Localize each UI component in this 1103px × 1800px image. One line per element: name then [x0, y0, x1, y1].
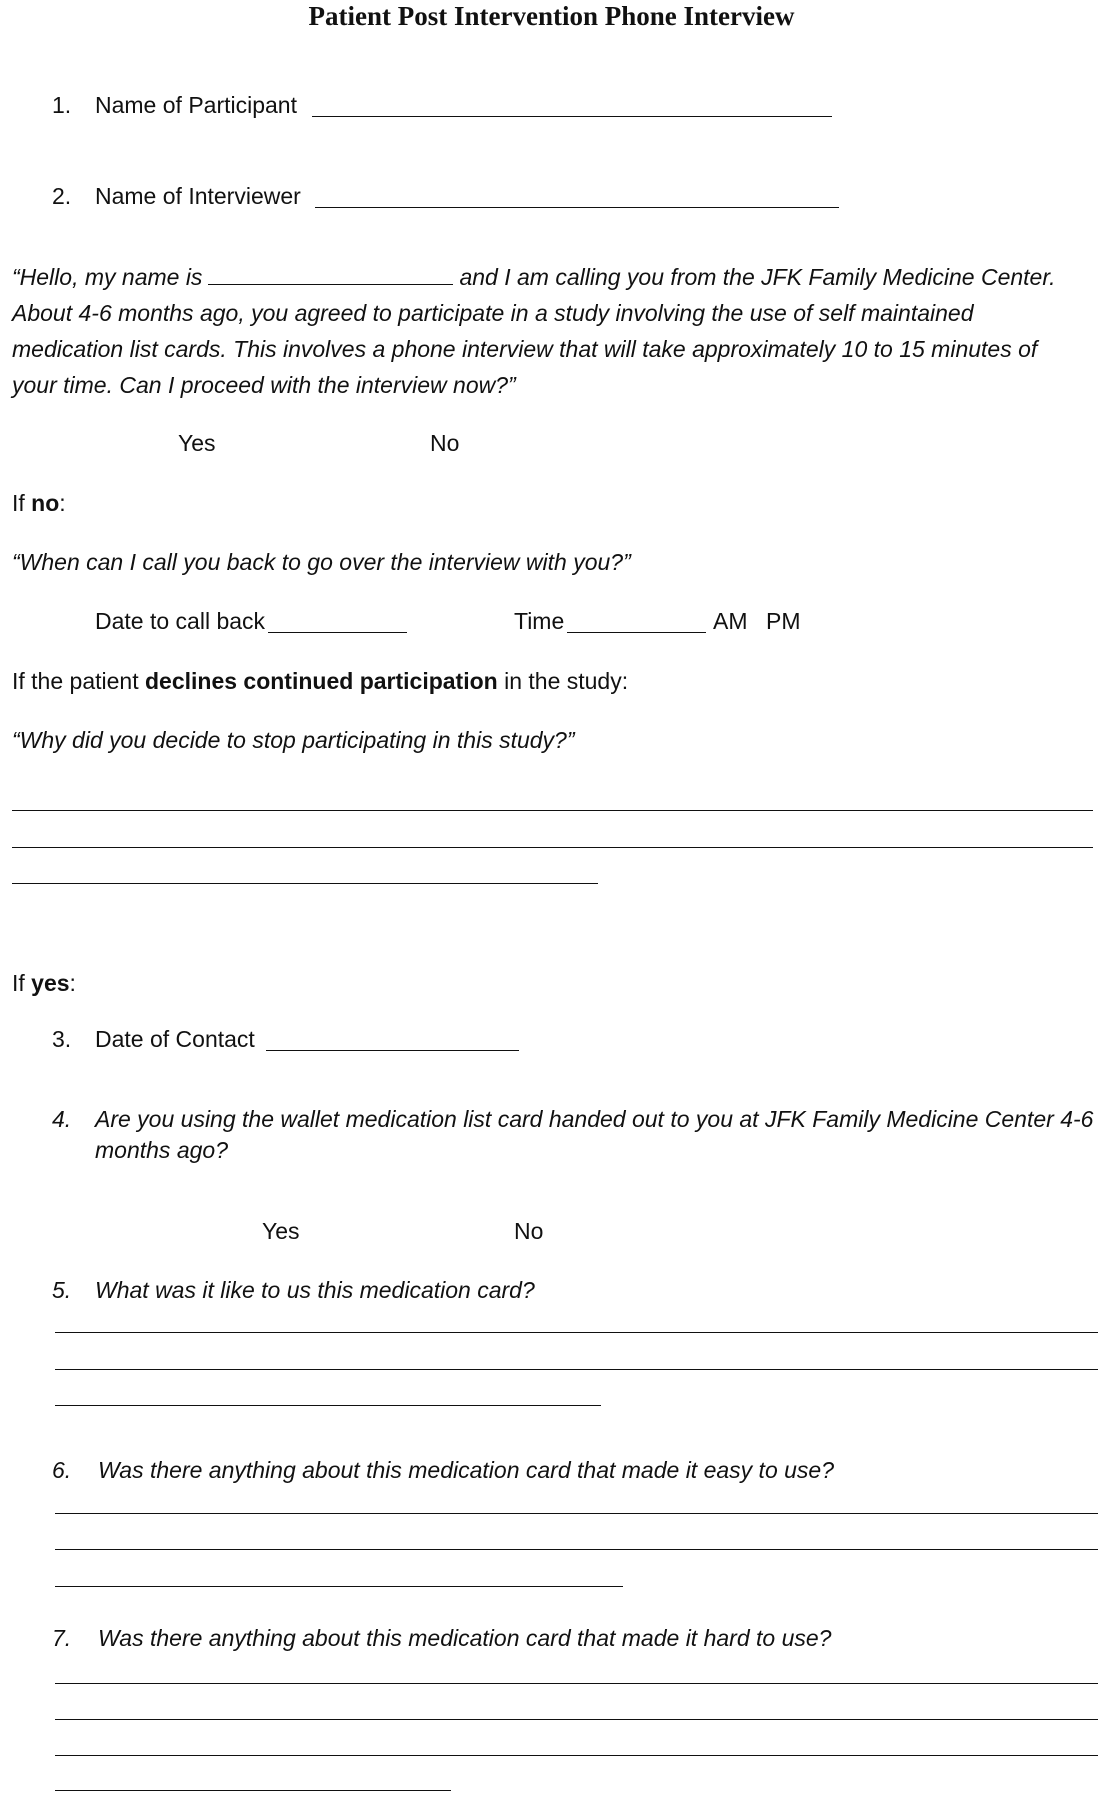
- q7-answer-line-2[interactable]: [55, 1719, 1098, 1720]
- q3-number: 3.: [52, 1026, 72, 1052]
- if-no-label: [12, 488, 66, 518]
- q7-answer-line-3[interactable]: [55, 1755, 1098, 1756]
- intro-part1: “Hello, my name is: [12, 264, 203, 290]
- interviewer-name-field[interactable]: [315, 207, 839, 208]
- callback-time-field[interactable]: [567, 632, 706, 633]
- q3-label: Date of Contact: [95, 1026, 255, 1052]
- if-no-prefix: If: [12, 490, 32, 516]
- why-answer-line-2[interactable]: [12, 847, 1093, 848]
- q7-text: Was there anything about this medication card that made it hard to use?: [98, 1625, 832, 1651]
- if-no-word: no: [31, 490, 60, 516]
- q4-text: Are you using the wallet medication list card handed out to you at JFK Family Medicine Center 4-6 months ago?: [95, 1106, 1094, 1163]
- declines-prefix: If the patient: [12, 668, 145, 694]
- callback-question: “When can I call you back to go over the interview with you?”: [12, 549, 631, 575]
- pm-option[interactable]: PM: [766, 608, 801, 634]
- choice2-no[interactable]: No: [514, 1218, 544, 1244]
- if-yes-suffix: :: [69, 970, 76, 996]
- form-title: Patient Post Intervention Phone Interview: [308, 1, 795, 31]
- q5-answer-line-2[interactable]: [55, 1369, 1098, 1370]
- q6-answer-line-1[interactable]: [55, 1513, 1098, 1514]
- why-answer-line-1[interactable]: [12, 810, 1093, 811]
- am-option[interactable]: AM: [713, 608, 748, 634]
- callback-date-field[interactable]: [268, 632, 407, 633]
- choice1-no[interactable]: No: [430, 430, 460, 456]
- callback-date-label: Date to call back: [95, 608, 266, 634]
- if-no-suffix: :: [59, 490, 66, 516]
- if-yes-prefix: If: [12, 970, 32, 996]
- q6-answer-line-3[interactable]: [55, 1586, 623, 1587]
- q7-answer-line-1[interactable]: [55, 1683, 1098, 1684]
- why-question: “Why did you decide to stop participating in this study?”: [12, 727, 575, 753]
- declines-label: [12, 666, 628, 696]
- intro-part2: and I am calling you from the JFK Family Medicine Center. About 4-6 months ago, you agreed to participate in a study involving the use of self maintained medication list cards. This involves a phone interview that will take approximately 10 to 15 minutes of your time. Can I proceed with the interview now?”: [12, 264, 1056, 398]
- q5-text: What was it like to us this medication card?: [95, 1277, 535, 1303]
- if-yes-word: yes: [31, 970, 70, 996]
- why-answer-line-3[interactable]: [12, 883, 598, 884]
- callback-time-label: Time: [514, 608, 565, 634]
- q6-number: 6.: [52, 1457, 72, 1483]
- q5-number: 5.: [52, 1277, 72, 1303]
- q2-number: 2.: [52, 183, 72, 209]
- choice1-yes[interactable]: Yes: [178, 430, 216, 456]
- declines-suffix: in the study:: [497, 668, 629, 694]
- q7-answer-line-4[interactable]: [55, 1790, 451, 1791]
- q1-label: Name of Participant: [95, 92, 297, 118]
- q5-answer-line-1[interactable]: [55, 1332, 1098, 1333]
- contact-date-field[interactable]: [266, 1050, 519, 1051]
- declines-bold: declines continued participation: [144, 668, 498, 694]
- q2-label: Name of Interviewer: [95, 183, 301, 209]
- q6-answer-line-2[interactable]: [55, 1549, 1098, 1550]
- choice2-yes[interactable]: Yes: [262, 1218, 300, 1244]
- caller-name-field[interactable]: [208, 262, 453, 285]
- q4-number: 4.: [52, 1106, 72, 1132]
- q5-answer-line-3[interactable]: [55, 1405, 601, 1406]
- q6-text: Was there anything about this medication card that made it easy to use?: [98, 1457, 834, 1483]
- participant-name-field[interactable]: [312, 116, 832, 117]
- if-yes-label: [12, 968, 76, 998]
- intro-paragraph: [12, 259, 1087, 403]
- q7-number: 7.: [52, 1625, 72, 1651]
- q1-number: 1.: [52, 92, 72, 118]
